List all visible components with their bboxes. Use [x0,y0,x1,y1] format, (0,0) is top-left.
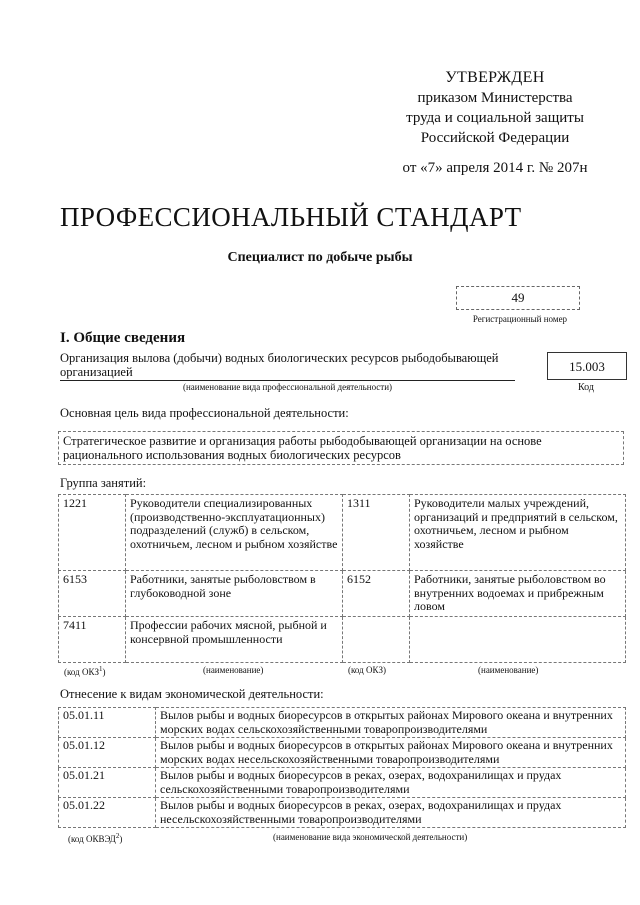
okz-code-caption: (код ОКЗ) [348,665,386,675]
okved-code-caption: (код ОКВЭД$^2$) [68,832,123,844]
occupation-name: Руководители специализированных (производственно-эксплуатационных) подразделений (служб) в сельском, охотничьем, лесном и рыбном хозяйстве [126,495,343,571]
occupation-name: Руководители малых учреждений, организаций и предприятий в сельском, охотничьем, лесном и рыбном хозяйстве [410,495,626,571]
econ-activity-name: Вылов рыбы и водных биоресурсов в реках, озерах, водохранилищах и прудах сельскохозяйственными товаропроизводителями [156,768,626,798]
econ-activity-name: Вылов рыбы и водных биоресурсов в открытых районах Мирового океана и внутренних морских водах сельскохозяйственными товаропроизводителями [156,708,626,738]
okz-code: 6152 [343,571,410,617]
section-heading: I. Общие сведения [60,330,186,346]
okz-code [343,617,410,663]
econ-activity-name: Вылов рыбы и водных биоресурсов в открытых районах Мирового океана и внутренних морских водах несельскохозяйственными товаропроизводителями [156,738,626,768]
table-row [59,617,626,663]
table-row [59,738,626,768]
activity-code-box [547,352,627,380]
approval-line: Российской Федерации [420,130,570,146]
econ-activity-table [58,707,626,828]
goal-label: Основная цель вида профессиональной деятельности: [60,406,349,420]
approval-heading: УТВЕРЖДЕН [445,69,545,86]
activity-caption: (наименование вида профессиональной деятельности) [182,382,393,392]
activity-underline [60,380,515,381]
activity-kind: Организация вылова (добычи) водных биологических ресурсов рыбодобывающей организацией [60,351,499,379]
table-row [59,798,626,828]
approval-order: от «7» апреля 2014 г. № 207н [402,160,588,176]
document-title: ПРОФЕССИОНАЛЬНЫЙ СТАНДАРТ [60,202,522,232]
registration-number-box [456,286,580,310]
table-row [59,495,626,571]
okved-code: 05.01.12 [59,738,156,768]
document-subtitle: Специалист по добыче рыбы [227,250,413,265]
table-row [59,571,626,617]
occupation-name-caption: (наименование) [203,665,264,675]
approval-line: труда и социальной защиты [406,110,584,126]
occupation-name: Работники, занятые рыболовством в глубоководной зоне [126,571,343,617]
goal-text: Стратегическое развитие и организация работы рыбодобывающей организации на основе рационального использования водных биологических ресурсов [58,431,624,465]
okved-code: 05.01.11 [59,708,156,738]
econ-activity-name: Вылов рыбы и водных биоресурсов в реках, озерах, водохранилищах и прудах несельскохозяйственными товаропроизводителями [156,798,626,828]
econ-name-caption: (наименование вида экономической деятельности) [273,832,468,842]
approval-line: приказом Министерства [417,90,573,106]
activity-code: 15.003 [569,359,605,374]
table-row [59,768,626,798]
registration-label: Регистрационный номер [472,314,568,324]
occupation-group-label: Группа занятий: [60,476,147,490]
occupation-name [410,617,626,663]
registration-number: 49 [511,290,525,305]
okved-code: 05.01.21 [59,768,156,798]
occupation-name-caption: (наименование) [478,665,539,675]
okz-code: 7411 [59,617,126,663]
table-row [59,708,626,738]
occupation-name: Работники, занятые рыболовством во внутренних водоемах и прибрежным ловом [410,571,626,617]
econ-activity-label: Отнесение к видам экономической деятельности: [60,687,324,701]
okz-code: 1221 [59,495,126,571]
code-caption: Код [578,382,594,393]
approval-block [360,68,630,178]
okz-code-caption: (код ОКЗ$^1$) [64,665,106,677]
okz-code: 1311 [343,495,410,571]
okved-code: 05.01.22 [59,798,156,828]
occupation-table [58,494,626,663]
occupation-name: Профессии рабочих мясной, рыбной и консервной промышленности [126,617,343,663]
okz-code: 6153 [59,571,126,617]
